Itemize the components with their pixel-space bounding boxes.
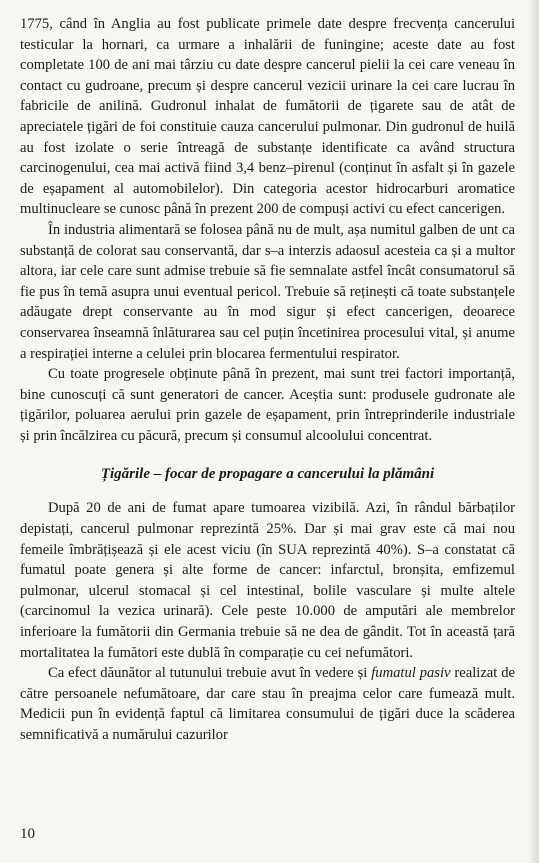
paragraph-passive-smoking bbox=[20, 663, 515, 745]
paragraph-smoking-statistics: După 20 de ani de fumat apare tumoarea vizibilă. Azi, în rândul bărbaților depistați, cancerul pulmonar reprezintă 25%. Dar și mai grav este că mai nou femeile îmbrățișează și ele acest viciu (în SUA reprezintă 40%). S–a constatat că fumatul poate genera și alte forme de cancer: infarctul, bronșita, emfizemul pulmonar, ulcerul stomacal și cel intestinal, bolile vasculare și multe altele (carcinomul la vezica urinară). Cele peste 10.000 de amputări ale membrelor inferioare la fumătorii din Germania trebuie să ne dea de gândit. Tot în această țară mortalitatea la fumători este dublă în comparație cu cei nefumători. bbox=[20, 500, 515, 661]
scan-edge-shadow bbox=[529, 0, 539, 863]
paragraph-food-industry: În industria alimentară se folosea până nu de mult, așa numitul galben de unt ca substanță de colorat sau conservantă, dar s–a interzis adaosul acesteia ca și a multor altora, iar cele care sunt admise trebuie să fie semnalate astfel încât consumatorul să fie pus în temă asupra unui eventual pericol. Trebuie să reținești că toate substanțele adăugate drept conservante au în mod sigur și efect cancerigen, deoarece conservarea înseamnă înlăturarea sau cel puțin încetinirea procesului vital, și anume a respirației interne a celulei prin blocarea fermentului respirator. bbox=[20, 221, 515, 362]
page-number: 10 bbox=[20, 826, 35, 842]
paragraph-cancer-factors: Cu toate progresele obținute până în prezent, mai sunt trei factori importanță, bine cunoscuți că sunt generatori de cancer. Aceștia sunt: produsele gudronate ale țigărilor, poluarea aerului prin gazele de eșapament, prin întreprinderile industriale și prin încălzirea cu păcură, precum și consumul alcoolului concentrat. bbox=[20, 366, 515, 444]
passive-smoking-text-after: realizat de către persoanele nefumătoare, dar care stau în preajma celor care fumează mult. Medicii pun în evidență faptul că limitarea consumului de țigări duce la scăderea semnificativă a numărului cazurilor bbox=[20, 665, 515, 743]
passive-smoking-term: fumatul pasiv bbox=[371, 665, 451, 682]
paragraph-carcinogens-history: 1775, când în Anglia au fost publicate primele date despre frecvența cancerului testicular la hornari, ca urmare a inhalării de funingine; aceste date au fost completate 100 de ani mai târziu cu date despre cancerul pielii la cei care veneau în contact cu gudroane, precum și despre cancerul vezicii urinare la cei care lucrau în fabricile de anilină. Gudronul inhalat de fumătorii de țigarete sau de atât de apreciatele țigări de foi constituie cauza cancerului pulmonar. Din gudronul de huilă au fost izolate o serie întreagă de substanțe identificate ca având structura carcinogenului, cea mai activă fiind 3,4 benz–pirenul (conținut în asfalt și în gazele de eșapament al automobilelor). Din categoria acestor hidrocarburi aromatice multinucleare se cunosc până în prezent 200 de compuși activi cu efect cancerigen. bbox=[20, 16, 515, 218]
section-heading: Țigările – focar de propagare a cancerului la plămâni bbox=[100, 466, 435, 483]
passive-smoking-text-before: Ca efect dăunător al tutunului trebuie avut în vedere și bbox=[48, 665, 372, 682]
